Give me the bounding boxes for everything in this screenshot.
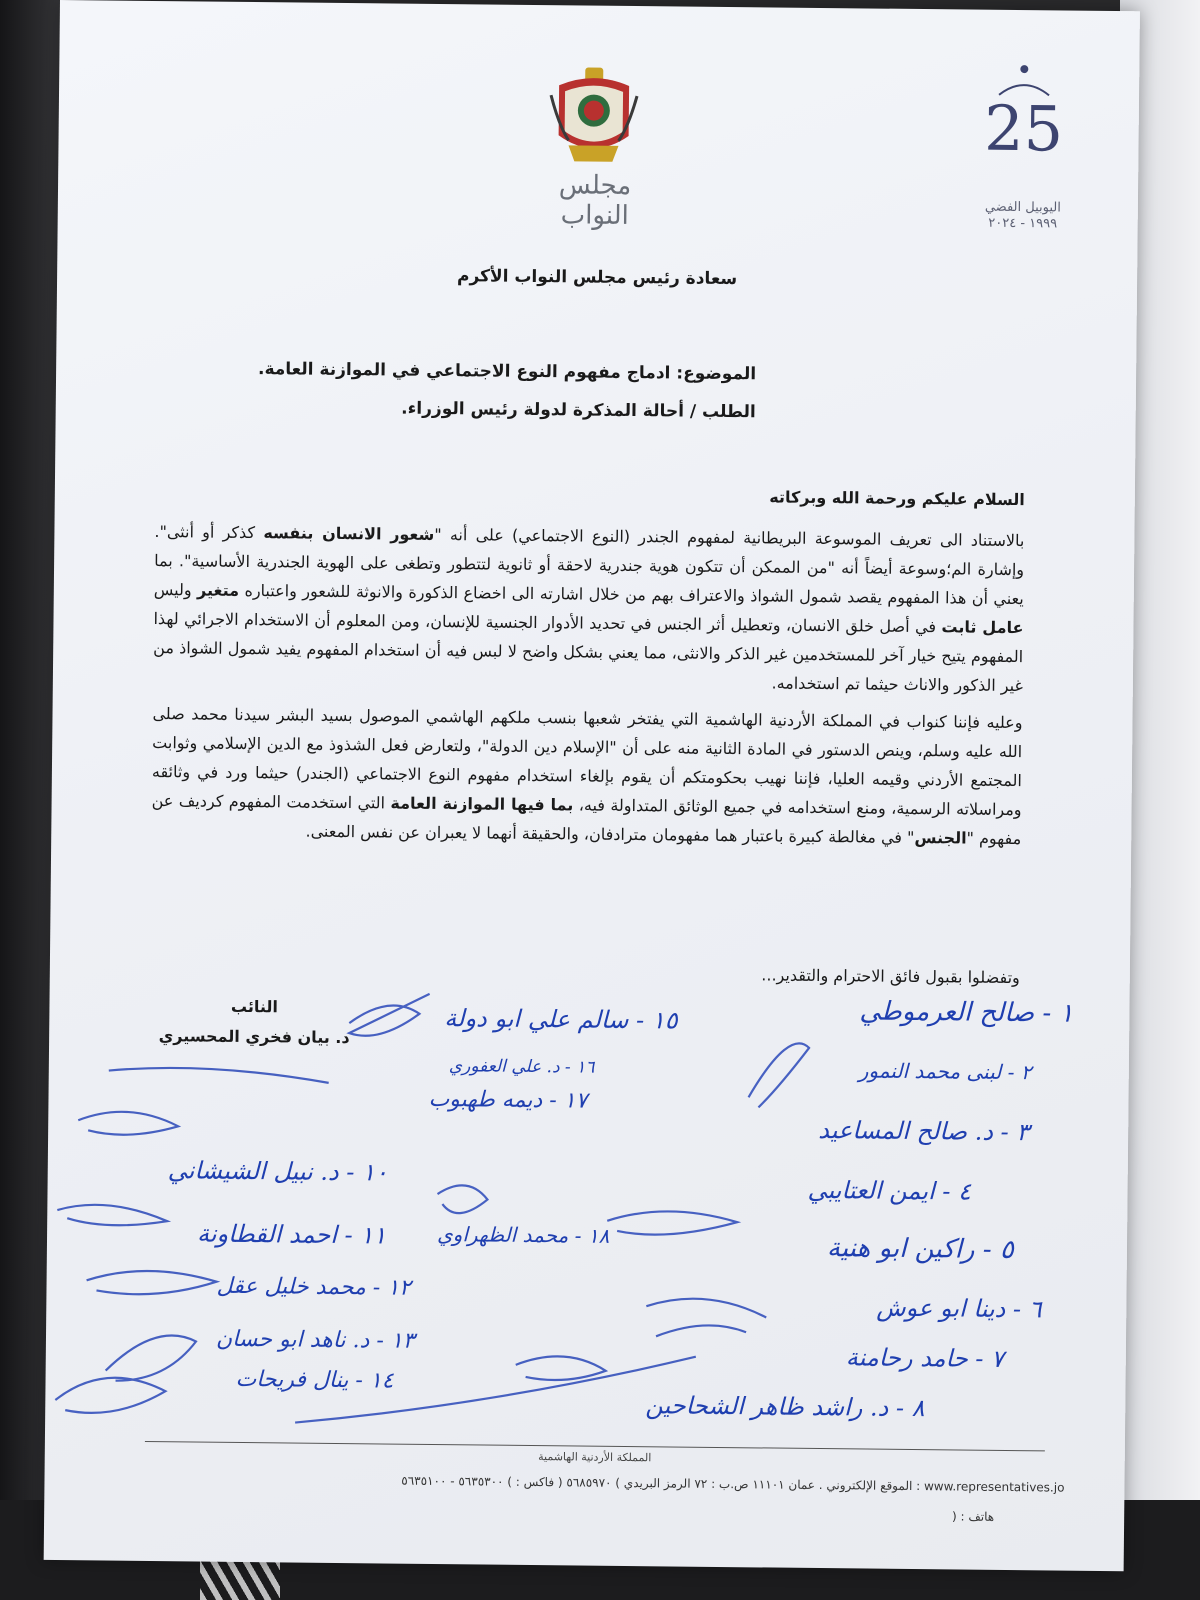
bold-run: عامل ثابت	[941, 617, 1024, 638]
body-paragraph-1	[153, 517, 1025, 700]
jubilee-number: 25	[983, 91, 1064, 166]
footer-seal: المملكة الأردنية الهاشمية	[538, 1450, 652, 1465]
text-run: " في مغالطة كبيرة باعتبار هما مفهومان مترادفان، والحقيقة أنهما لا يعبران عن نفس المعنى.	[305, 821, 915, 847]
signatory-7: ٧ - حامد رحامنة	[845, 1343, 1005, 1373]
signatory-3: ٣ - د. صالح المساعيد	[818, 1116, 1030, 1147]
text-run: التي استخدمت المفهوم كرديف عن مفهوم "	[151, 791, 1022, 849]
text-run: كذكر أو أنثى". وإشارة الم؛وسوعة أيضاً أنه "من الممكن أن تتكون هوية جندرية لاحقة أو ثانوية لتتطور وتطغى على الهوية الجندرية الأساسية". بما يعني أن هذا المفهوم يقصد شمول الشواذ والاعتراف بهم من خلال اشارته الى اخضاع الذكورة والانوثة للشعور واعتباره	[154, 522, 1025, 609]
text-run: وعليه فإننا كنواب في المملكة الأردنية الهاشمية التي يفتخر شعبها بنسب ملكهم الهاشمي الموصول بسيد البشر سيدنا محمد صلى الله عليه وسلم، وينص الدستور في المادة الثانية منه على أن "الإسلام دين الدولة"، ولتعارض فعل الشذوذ مع الدين الإسلامي وثوابت المجتمع الأردني وقيمه العليا، فإننا نهيب بحكومتكم أن يقوم بإلغاء استخدام مفهوم النوع الاجتماعي (الجندر) حيثما ورد في وثائقه ومراسلاته الرسمية، ومنع استخدامه في جميع الوثائق المتداولة فيه،	[151, 704, 1023, 820]
jubilee-years: ١٩٩٩ - ٢٠٢٤	[988, 215, 1058, 232]
bold-run: بما فيها الموازنة العامة	[390, 793, 574, 815]
signatory-4: ٤ - ايمن العتايبي	[807, 1175, 972, 1206]
signatory-18: ١٨ - محمد الظهراوي	[436, 1222, 610, 1248]
bold-run: شعور الانسان بنفسه	[263, 523, 435, 544]
signatory-12: ١٢ - محمد خليل عقل	[216, 1273, 412, 1301]
signatory-16: ١٦ - د. علي العفوري	[448, 1056, 595, 1078]
signatory-13: ١٣ - د. ناهد ابو حسان	[215, 1326, 415, 1354]
body-paragraph-2	[151, 699, 1022, 853]
text-run: بالاستناد الى تعريف الموسوعة البريطانية لمفهوم الجندر (النوع الاجتماعي) على أنه "	[434, 524, 1025, 551]
jubilee-title: اليوبيل الفضي	[984, 199, 1061, 216]
text-run: في أصل خلق الانسان، وتعطيل أثر الجنس في تحديد الأدوار الجنسية للإنسان، ومن المعلوم أن الاستخدام الاجرائي لهذا المفهوم يتيح خيار آخر للمستخدمين غير الذكر والانثى، مما يعني بشكل واضح لا لبس فيه أن استخدام المفهوم يفيد شمول الشواذ من غير الذكور والاناث حيثما تم استخدامه.	[153, 609, 1024, 696]
footer-phone: هاتف : (	[951, 1509, 995, 1524]
signatory-17: ١٧ - ديمه طهبوب	[428, 1086, 588, 1114]
signatory-5: ٥ - راكين ابو هنية	[826, 1233, 1014, 1266]
footer-address: www.representatives.jo : الموقع الإلكتروني . عمان ١١١٠١ ص.ب : ٧٢ الرمز البريدي ) ٥٦٨٥٩٧٠ ( فاكس : ) ٥٦٣٥٣٠٠ - ٥٦٣٥١٠٠	[401, 1473, 1065, 1495]
council-logo-text: مجلس النواب	[558, 170, 632, 231]
signatory-8: ٨ - د. راشد ظاهر الشحاحين	[645, 1391, 925, 1423]
signatory-2: ٢ - لبنى محمد النمور	[858, 1058, 1032, 1085]
closing-line: وتفضلوا بقبول فائق الاحترام والتقدير...	[761, 965, 1020, 988]
signatory-15: ١٥ - سالم علي ابو دولة	[444, 1004, 678, 1035]
text-run: وليس	[153, 580, 198, 600]
signatory-11: ١١ - احمد القطاونة	[196, 1219, 387, 1250]
signatory-14: ١٤ - ينال فريحات	[235, 1366, 394, 1394]
subject-line: الموضوع: ادماج مفهوم النوع الاجتماعي في الموازنة العامة.	[257, 359, 757, 385]
signatory-6: ٦ - دينا ابو عوش	[876, 1293, 1042, 1324]
addressee: سعادة رئيس مجلس النواب الأكرم	[456, 266, 738, 290]
bold-run: متغير	[197, 580, 240, 600]
signer-title: النائب	[230, 996, 279, 1017]
letter-page	[44, 0, 1140, 1571]
bold-run: الجنس	[914, 827, 967, 848]
signatory-1: ١ - صالح العرموطي	[859, 996, 1074, 1029]
subject-block	[196, 349, 757, 431]
coat-of-arms-icon	[548, 65, 639, 176]
jubilee-caption	[963, 199, 1083, 232]
signatures-area	[45, 980, 1130, 1461]
signer-name: د. بيان فخري المحسيري	[158, 1026, 350, 1048]
request-line: الطلب / أحالة المذكرة لدولة رئيس الوزراء.	[401, 398, 756, 423]
greeting: السلام عليكم ورحمة الله وبركاته	[769, 487, 1025, 510]
letter-body	[151, 517, 1024, 861]
signatory-10: ١٠ - د. نبيل الشيشاني	[167, 1156, 388, 1187]
